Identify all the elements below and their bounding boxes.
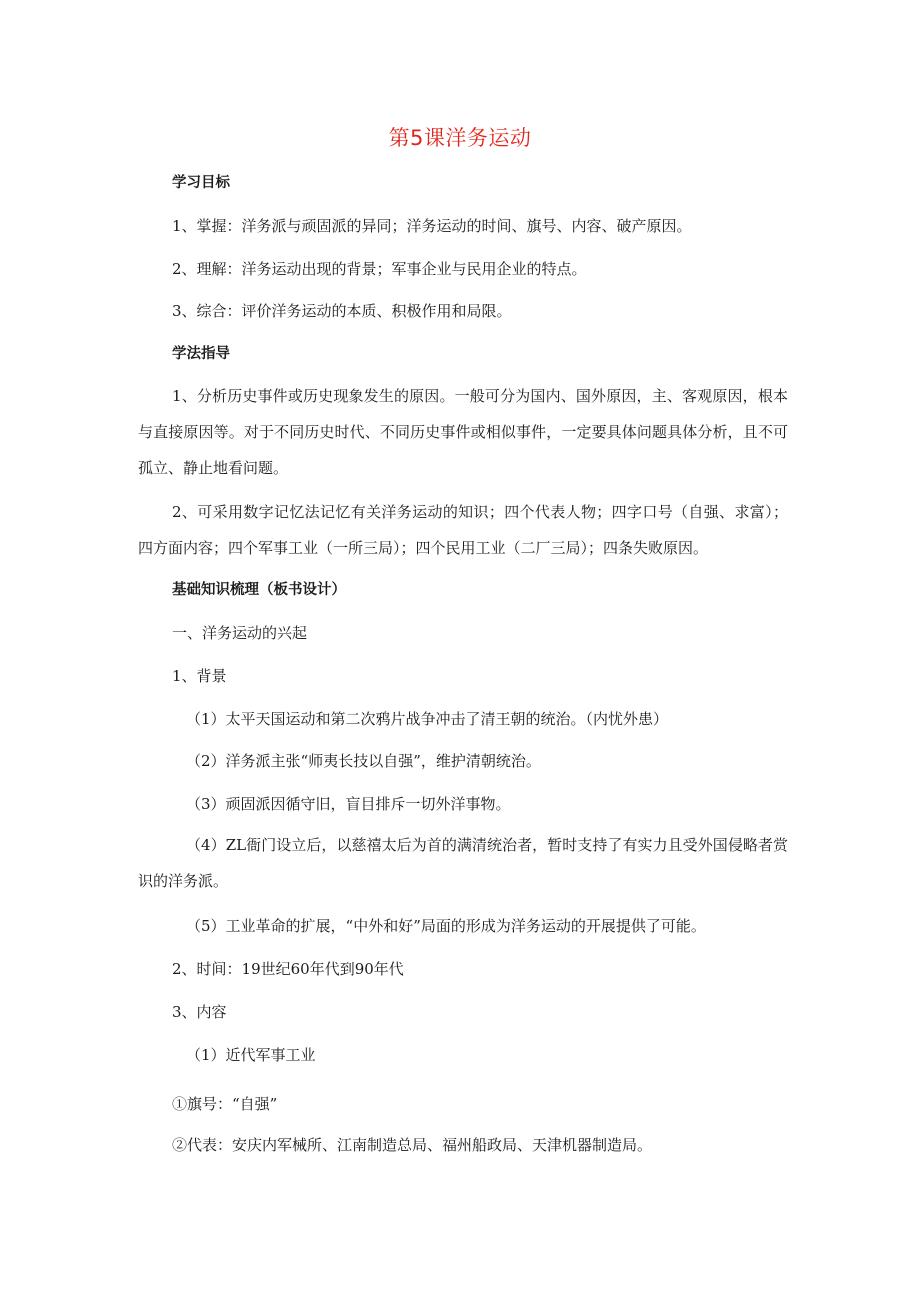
background-item-5: （5）工业革命的扩展，“中外和好”局面的形成为洋务运动的开展提供了可能。 — [186, 917, 706, 935]
section-heading-methods: 学法指导 — [172, 346, 230, 362]
military-industry-label: （1）近代军事工业 — [186, 1046, 316, 1064]
method-paragraph-1: 1、分析历史事件或历史现象发生的原因。一般可分为国内、国外原因，主、客观原因，根本与直接原因等。对于不同历史时代、不同历史事件或相似事件，一定要具体问题具体分析，且不可孤立、静止地看问题。 — [138, 387, 788, 477]
goal-item-3: 3、综合：评价洋务运动的本质、积极作用和局限。 — [172, 302, 512, 320]
section-heading-goals: 学习目标 — [172, 175, 230, 191]
content-label: 3、内容 — [172, 1003, 227, 1021]
background-item-3: （3）顽固派因循守旧，盲目排斥一切外洋事物。 — [186, 795, 511, 813]
part-heading-rise: 一、洋务运动的兴起 — [172, 624, 308, 642]
background-item-1: （1）太平天国运动和第二次鸦片战争冲击了清王朝的统治。（内忧外患） — [186, 710, 669, 728]
method-paragraph-2: 2、可采用数字记忆法记忆有关洋务运动的知识；四个代表人物；四字口号（自强、求富）；四方面内容；四个军事工业（一所三局）；四个民用工业（二厂三局）；四条失败原因。 — [138, 503, 788, 557]
background-item-4: （4）ZL衙门设立后，以慈禧太后为首的满清统治者，暂时支持了有实力且受外国侵略者赏识的洋务派。 — [138, 836, 788, 890]
section-heading-knowledge: 基础知识梳理（板书设计） — [172, 582, 346, 598]
goal-item-1: 1、掌握：洋务派与顽固派的异同；洋务运动的时间、旗号、内容、破产原因。 — [172, 217, 692, 235]
background-label: 1、背景 — [172, 667, 227, 685]
military-representatives: ②代表：安庆内军械所、江南制造总局、福州船政局、天津机器制造局。 — [172, 1136, 653, 1154]
military-slogan: ①旗号：“自强” — [172, 1095, 278, 1113]
background-item-2: （2）洋务派主张“师夷长技以自强”，维护清朝统治。 — [186, 752, 541, 770]
time-line: 2、时间：19世纪60年代到90年代 — [172, 960, 404, 978]
document-title: 第5课洋务运动 — [388, 126, 532, 150]
goal-item-2: 2、理解：洋务运动出现的背景；军事企业与民用企业的特点。 — [172, 260, 587, 278]
